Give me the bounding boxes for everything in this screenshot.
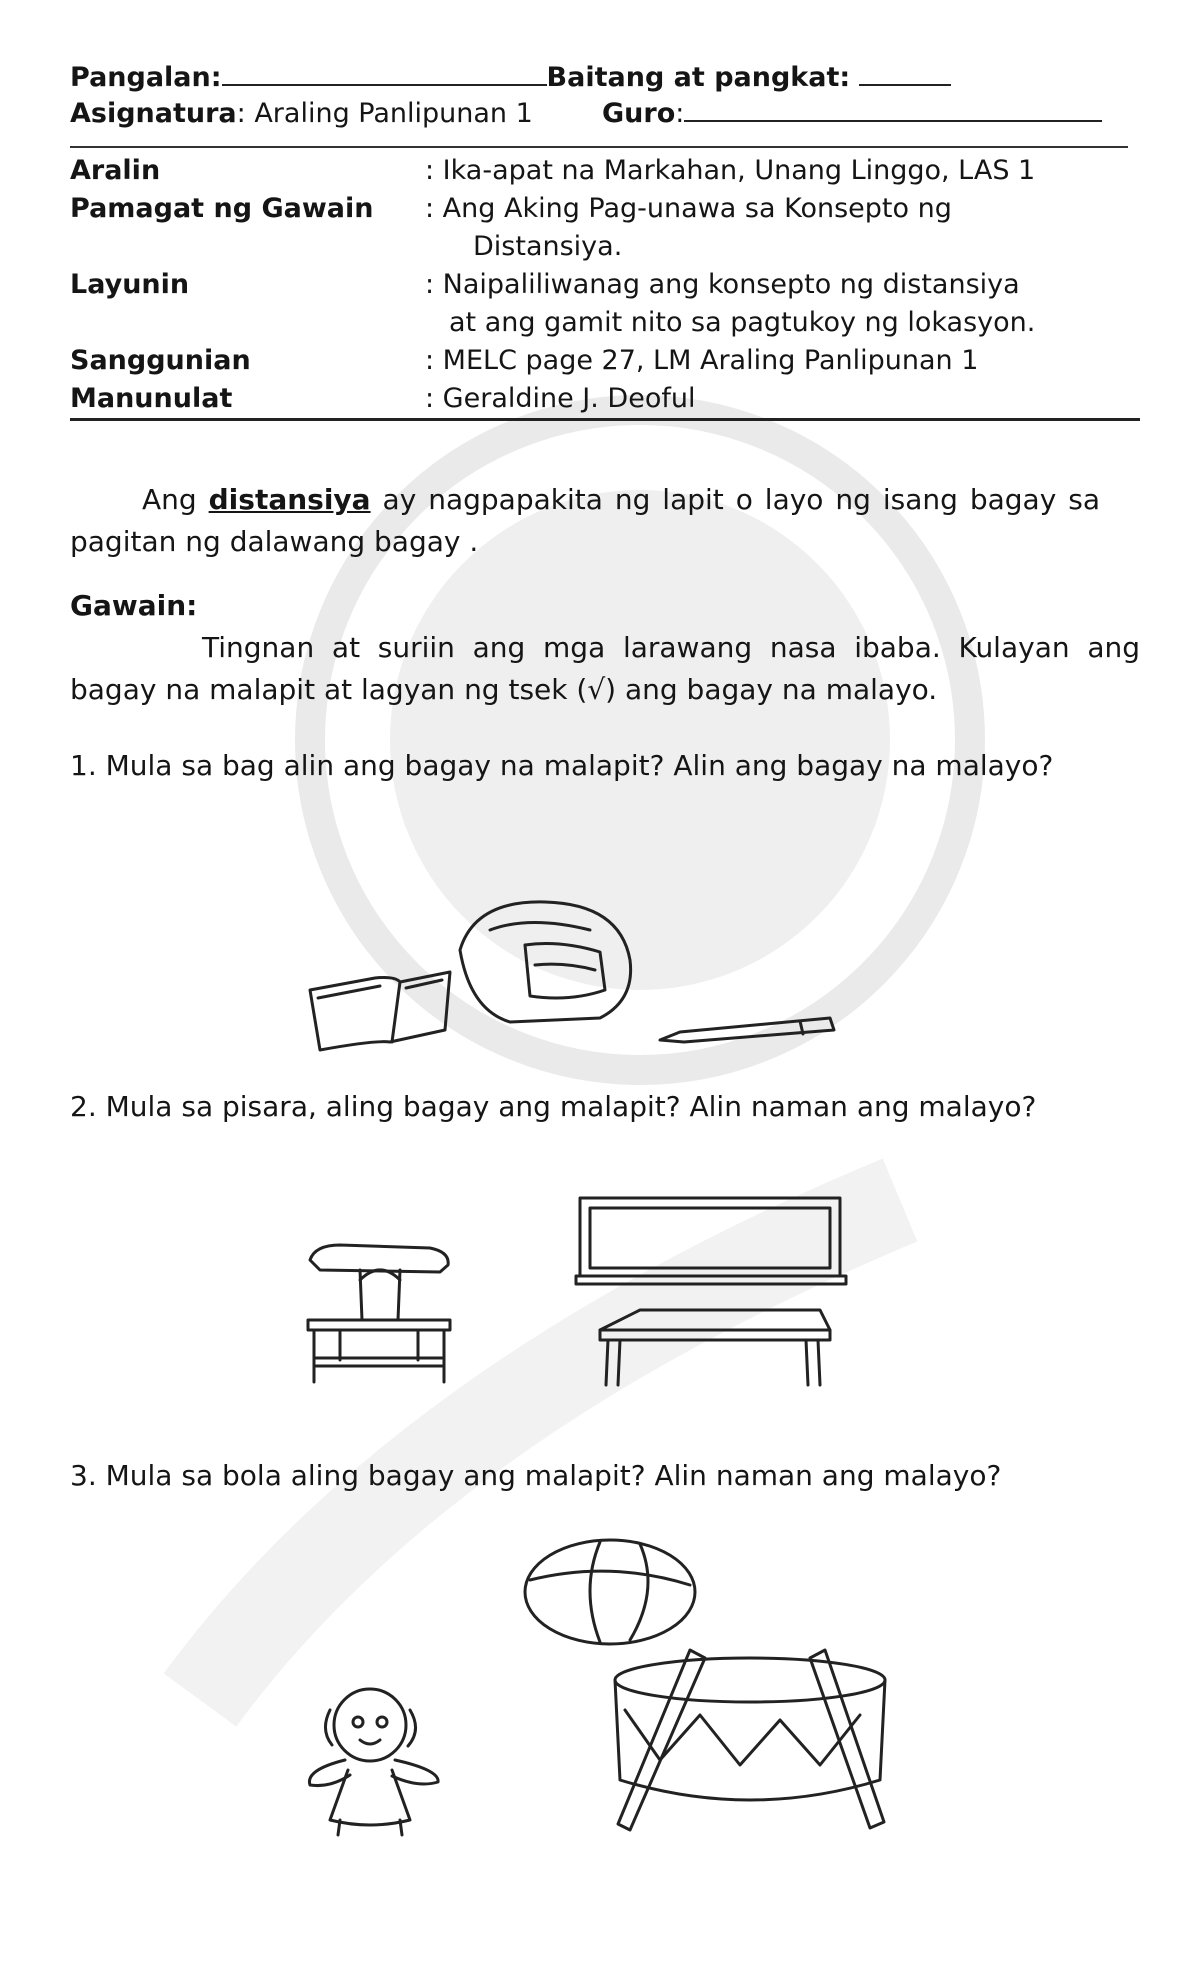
question-2: 2. Mula sa pisara, aling bagay ang malapit? Alin naman ang malayo? [70,1090,1037,1123]
student-header [70,60,1140,132]
intro-term: distansiya [208,483,371,516]
intro-rest: ay nagpapakita ng lapit o layo ng isang bagay sa pagitan ng dalawang bagay . [70,483,1100,558]
question-2-pictures [300,1190,860,1400]
info-key: Pamagat ng Gawain [70,193,374,224]
info-row [70,380,1140,418]
drum-icon [615,1650,885,1830]
question-1-pictures [300,890,860,1060]
gawain-title: Gawain: [70,589,198,622]
info-key: Sanggunian [70,345,251,376]
info-row [70,190,1140,266]
asignatura-value: : Araling Panlipunan 1 [236,98,533,129]
bag-icon [460,902,631,1022]
guro-blank[interactable] [684,96,1102,122]
guro-colon: : [675,98,685,129]
chalkboard-icon [576,1198,846,1284]
lesson-info-table [70,152,1140,418]
info-key: Manunulat [70,383,233,414]
pangalan-blank[interactable] [222,60,547,86]
ball-icon [525,1540,695,1644]
asignatura-label: Asignatura [70,98,237,129]
info-row [70,266,1140,342]
table-icon [600,1310,830,1385]
info-value: : Naipaliliwanag ang konsepto ng distansiya [425,269,1020,300]
info-value: : MELC page 27, LM Araling Panlipunan 1 [425,345,979,376]
info-value-cont: Distansiya. [473,231,623,262]
question-1: 1. Mula sa bag alin ang bagay na malapit? Alin ang bagay na malayo? [70,749,1054,782]
book-icon [310,972,450,1050]
info-key: Aralin [70,155,161,186]
baitang-label: Baitang at pangkat: [546,62,851,93]
info-row [70,342,1140,380]
info-row [70,152,1140,190]
guro-label: Guro [602,98,676,129]
worksheet [70,60,1140,787]
chair-icon [308,1245,450,1382]
info-value: : Geraldine J. Deoful [425,383,696,414]
header-divider [70,146,1128,148]
doll-icon [309,1689,438,1835]
question-3-pictures [300,1530,900,1840]
baitang-blank[interactable] [859,60,951,86]
info-key: Layunin [70,269,190,300]
question-3: 3. Mula sa bola aling bagay ang malapit? Alin naman ang malayo? [70,1459,1002,1492]
info-value-cont: at ang gamit nito sa pagtukoy ng lokasyon. [449,307,1036,338]
intro-paragraph [70,479,1100,563]
intro-lead: Ang [142,483,197,516]
info-value: : Ang Aking Pag-unawa sa Konsepto ng [425,193,952,224]
pencil-icon [660,1018,834,1042]
info-value: : Ika-apat na Markahan, Unang Linggo, LAS 1 [425,155,1036,186]
info-bottom-rule [70,418,1140,421]
gawain-instructions: Tingnan at suriin ang mga larawang nasa ibaba. Kulayan ang bagay na malapit at lagyan ng tsek (√) ang bagay na malayo. [70,631,1140,706]
pangalan-label: Pangalan: [70,62,222,93]
